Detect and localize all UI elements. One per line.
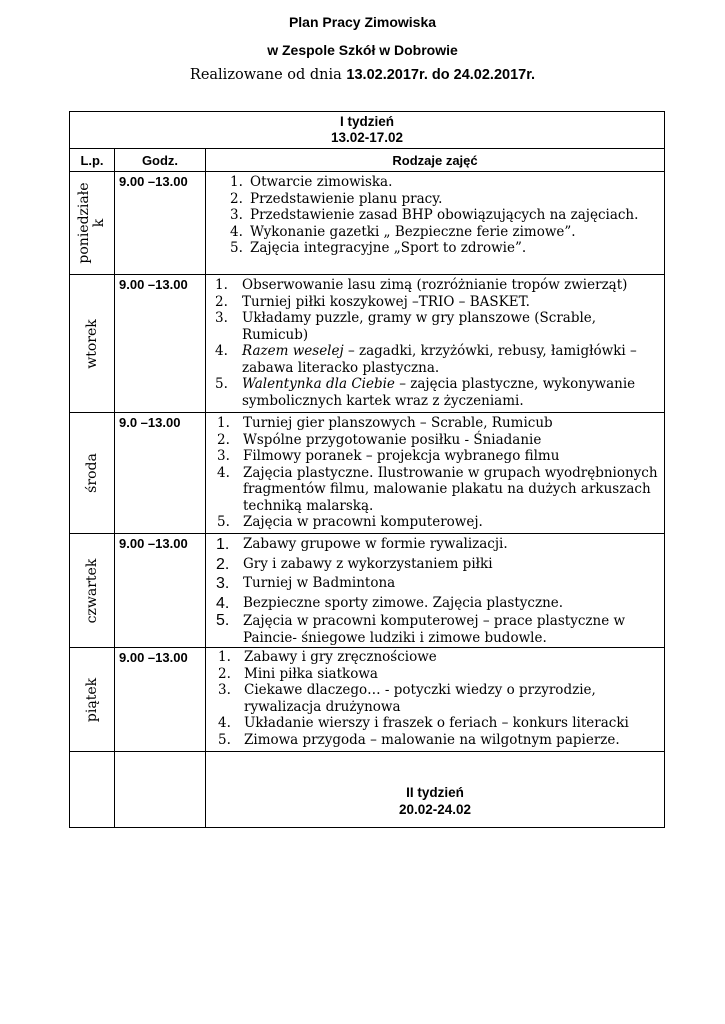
time-cell: 9.00 –13.00 bbox=[115, 648, 206, 752]
list-item: 5. Zajęcia w pracowni komputerowej – prace plastyczne w Paincie- śniegowe ludziki i zimowe budowle. bbox=[216, 612, 626, 646]
activities-cell bbox=[206, 534, 665, 648]
list-item: 4. Zajęcia plastyczne. Ilustrowanie w grupach wyodrębnionych fragmentów filmu, malowanie plakatu na dużych arkuszach techniką malarską. bbox=[217, 464, 658, 514]
table-row bbox=[70, 752, 665, 828]
day-name: czwartek bbox=[84, 558, 100, 623]
table-row bbox=[70, 172, 665, 275]
schedule-table bbox=[69, 111, 665, 828]
list-item: 3. Turniej w Badmintona bbox=[216, 575, 396, 592]
col-header-lp: L.p. bbox=[70, 149, 115, 172]
time-cell: 9.00 –13.00 bbox=[115, 172, 206, 275]
list-item: 1. Obserwowanie lasu zimą (rozróżnianie tropów zwierząt) bbox=[215, 277, 628, 293]
list-item: 5. Zajęcia integracyjne „Sport to zdrowie”. bbox=[230, 240, 527, 256]
list-item: 3. Filmowy poranek – projekcja wybranego filmu bbox=[217, 448, 560, 464]
day-cell bbox=[70, 413, 115, 534]
day-name: poniedziałe k bbox=[76, 182, 107, 264]
week1-label: I tydzień bbox=[340, 114, 395, 129]
page-subtitle: w Zespole Szkół w Dobrowie bbox=[267, 42, 458, 58]
list-item: 5. Walentynka dla Ciebie – zajęcia plastyczne, wykonywanie symbolicznych kartek wraz z życzeniami. bbox=[215, 376, 636, 409]
list-item: 1. Turniej gier planszowych – Scrable, Rumicub bbox=[217, 415, 553, 431]
list-item: 1. Zabawy grupowe w formie rywalizacji. bbox=[216, 536, 508, 553]
activities-cell bbox=[206, 275, 665, 413]
activities-cell bbox=[206, 172, 665, 275]
list-item: 4. Układanie wierszy i fraszek o feriach – konkurs literacki bbox=[218, 715, 629, 731]
col-header-activities: Rodzaje zajęć bbox=[206, 149, 665, 172]
activity-list bbox=[218, 649, 664, 748]
empty-cell bbox=[70, 752, 115, 828]
day-name: piątek bbox=[84, 677, 100, 722]
list-item: 2. Turniej piłki koszykowej –TRIO – BASKET. bbox=[215, 293, 530, 310]
activity-list bbox=[230, 174, 664, 257]
day-cell bbox=[70, 648, 115, 752]
list-item: 1. Zabawy i gry zręcznościowe bbox=[218, 649, 437, 665]
time-cell: 9.00 –13.00 bbox=[115, 275, 206, 413]
col-header-time: Godz. bbox=[115, 149, 206, 172]
activities-cell bbox=[206, 648, 665, 752]
table-row bbox=[70, 648, 665, 752]
day-cell bbox=[70, 275, 115, 413]
period-dates: 13.02.2017r. do 24.02.2017r. bbox=[346, 67, 536, 83]
day-cell bbox=[70, 534, 115, 648]
day-cell bbox=[70, 172, 115, 275]
list-item: 4. Bezpieczne sporty zimowe. Zajęcia plastyczne. bbox=[216, 594, 564, 612]
list-item: 5. Zimowa przygoda – malowanie na wilgotnym papierze. bbox=[218, 731, 620, 748]
list-item: 3. Układamy puzzle, gramy w gry planszowe (Scrable, Rumicub) bbox=[215, 310, 597, 343]
table-row bbox=[70, 275, 665, 413]
table-row bbox=[70, 534, 665, 648]
list-item: 3. Ciekawe dlaczego… - potyczki wiedzy o przyrodzie, rywalizacja drużynowa bbox=[218, 682, 596, 715]
day-name: wtorek bbox=[84, 318, 100, 369]
week1-header bbox=[70, 112, 665, 149]
activity-list bbox=[215, 277, 664, 409]
list-item: 4. Wykonanie gazetki „ Bezpieczne ferie zimowe”. bbox=[230, 223, 576, 240]
list-item: 2. Wspólne przygotowanie posiłku - Śniadanie bbox=[217, 431, 542, 448]
week2-label: II tydzień bbox=[406, 785, 464, 800]
week1-dates: 13.02-17.02 bbox=[330, 130, 404, 145]
activity-list bbox=[216, 535, 664, 646]
time-cell: 9.0 –13.00 bbox=[115, 413, 206, 534]
list-item: 5. Zajęcia w pracowni komputerowej. bbox=[217, 514, 483, 530]
page-title: Plan Pracy Zimowiska bbox=[288, 14, 437, 30]
week2-header bbox=[206, 752, 665, 828]
empty-cell bbox=[115, 752, 206, 828]
list-item: 2. Przedstawienie planu pracy. bbox=[230, 190, 443, 207]
time-cell: 9.00 –13.00 bbox=[115, 534, 206, 648]
table-row bbox=[70, 413, 665, 534]
period-prefix: Realizowane od dnia bbox=[189, 67, 342, 83]
day-name: środa bbox=[84, 453, 100, 493]
week2-dates: 20.02-24.02 bbox=[398, 802, 472, 817]
list-item: 3. Przedstawienie zasad BHP obowiązujących na zajęciach. bbox=[230, 207, 639, 223]
activity-list bbox=[217, 415, 664, 531]
list-item: 1. Otwarcie zimowiska. bbox=[230, 174, 393, 190]
list-item: 4. Razem weselej – zagadki, krzyżówki, rebusy, łamigłówki – zabawa literacko plastyczna. bbox=[215, 343, 637, 376]
period-line bbox=[0, 67, 725, 83]
list-item: 2. Mini piłka siatkowa bbox=[218, 665, 378, 682]
list-item: 2. Gry i zabawy z wykorzystaniem piłki bbox=[216, 555, 493, 573]
activities-cell bbox=[206, 413, 665, 534]
